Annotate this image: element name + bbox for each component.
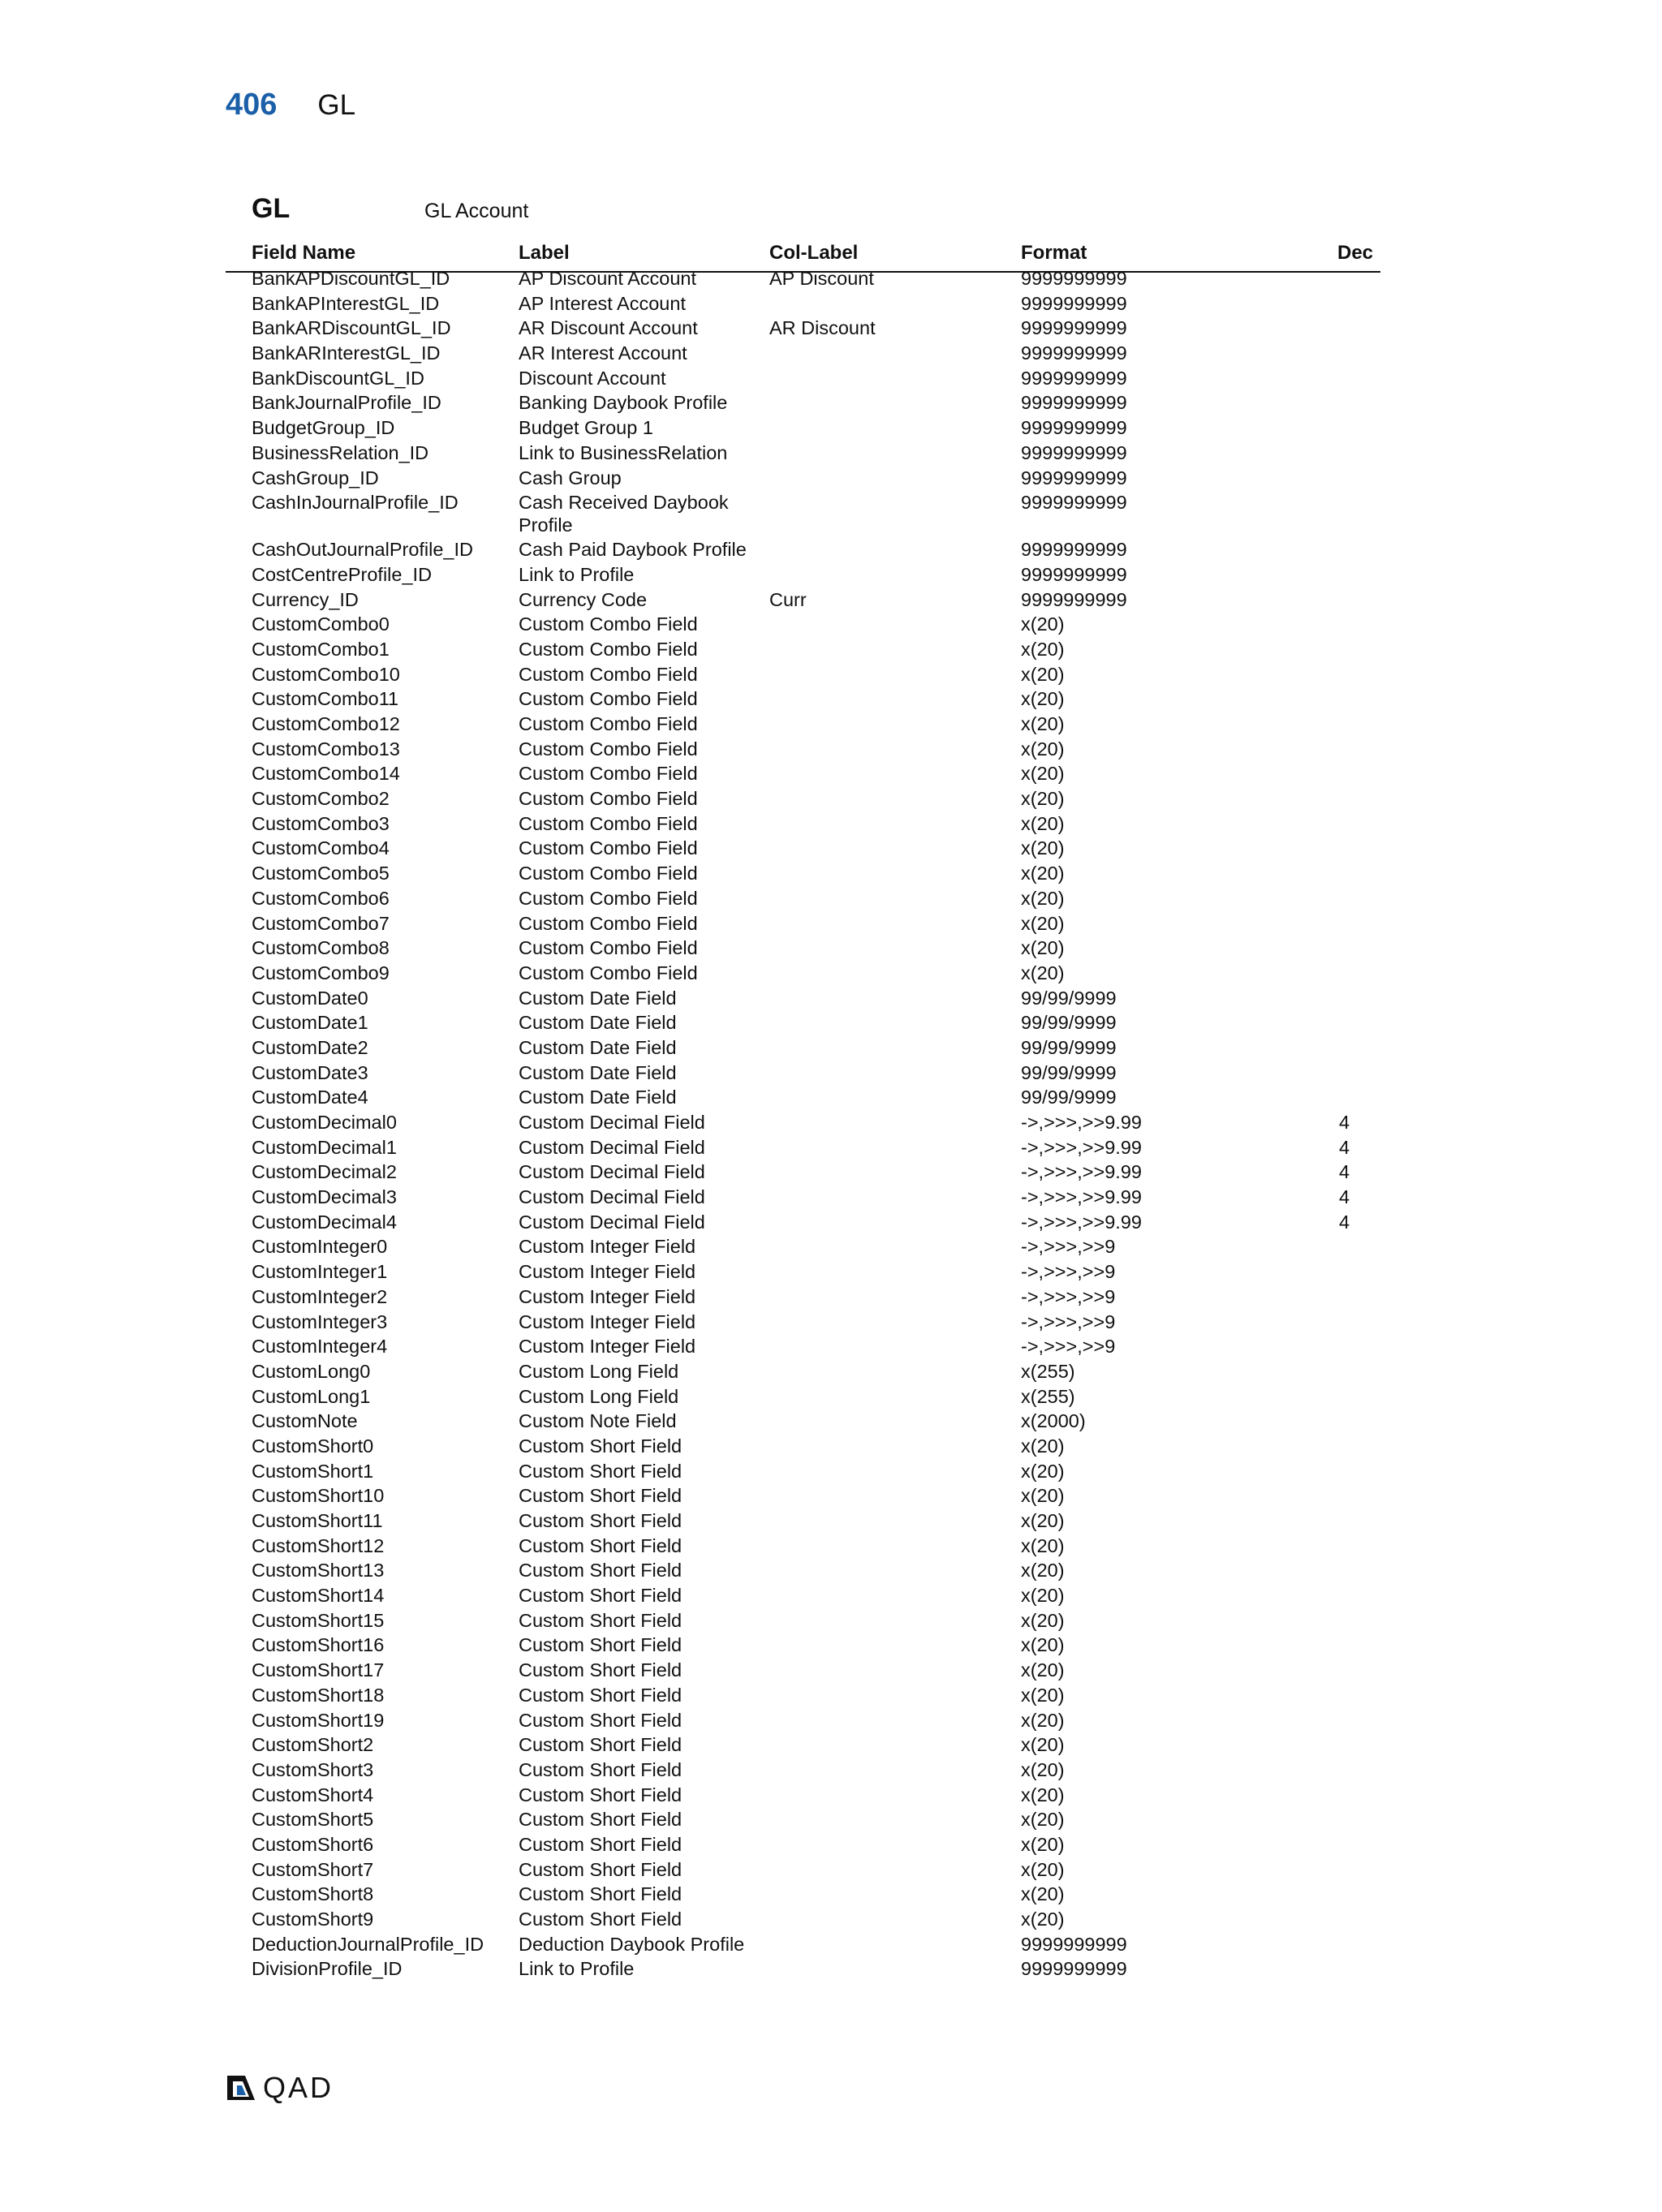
cell-label: Cash Group — [519, 467, 622, 488]
cell-format: 99/99/9999 — [1021, 1087, 1117, 1108]
cell-format: x(20) — [1021, 1534, 1065, 1556]
table-row — [0, 787, 1662, 812]
cell-label: AP Discount Account — [519, 268, 697, 289]
table-row — [0, 613, 1662, 638]
cell-field-name: CustomDecimal4 — [252, 1211, 397, 1233]
cell-dec: 4 — [1339, 1211, 1350, 1233]
table-row — [0, 1484, 1662, 1509]
cell-label: Custom Combo Field — [519, 788, 698, 810]
cell-label: Discount Account — [519, 367, 666, 389]
cell-format: ->,>>>,>>9 — [1021, 1261, 1116, 1283]
cell-label: Custom Combo Field — [519, 613, 698, 635]
table-row — [0, 687, 1662, 712]
table-row — [0, 1011, 1662, 1036]
cell-label: Custom Short Field — [519, 1609, 682, 1631]
cell-label: Link to Profile — [519, 1958, 635, 1980]
table-row — [0, 1136, 1662, 1161]
cell-format: x(20) — [1021, 863, 1065, 884]
cell-format: x(20) — [1021, 837, 1065, 859]
cell-field-name: CustomCombo12 — [252, 713, 400, 734]
cell-label: Custom Short Field — [519, 1709, 682, 1731]
table-row — [0, 1235, 1662, 1260]
logo-text: QAD — [263, 2071, 334, 2104]
table-row — [0, 1858, 1662, 1883]
table-row — [0, 1435, 1662, 1460]
cell-label: Budget Group 1 — [519, 417, 653, 439]
cell-label: Custom Combo Field — [519, 837, 698, 859]
cell-label: Custom Integer Field — [519, 1236, 696, 1258]
table-row — [0, 1385, 1662, 1410]
table-row — [0, 267, 1662, 292]
cell-label: Custom Short Field — [519, 1435, 682, 1457]
cell-format: 9999999999 — [1021, 1933, 1127, 1955]
cell-label: Currency Code — [519, 588, 648, 610]
cell-col-label: AR Discount — [769, 317, 876, 339]
cell-label: Custom Date Field — [519, 987, 677, 1009]
cell-field-name: CustomCombo7 — [252, 912, 390, 934]
table-row — [0, 1883, 1662, 1908]
table-row — [0, 887, 1662, 912]
cell-field-name: CustomInteger2 — [252, 1285, 388, 1307]
cell-format: ->,>>>,>>9 — [1021, 1310, 1116, 1332]
table-row — [0, 1733, 1662, 1758]
cell-format: x(20) — [1021, 763, 1065, 785]
cell-label: Custom Short Field — [519, 1784, 682, 1805]
cell-format: x(20) — [1021, 1758, 1065, 1780]
cell-label: Custom Date Field — [519, 1061, 677, 1083]
cell-label: Custom Date Field — [519, 1087, 677, 1108]
cell-field-name: CustomCombo5 — [252, 863, 390, 884]
table-row — [0, 441, 1662, 467]
cell-label: Custom Long Field — [519, 1360, 679, 1382]
table-row — [0, 1036, 1662, 1061]
cell-label: Custom Combo Field — [519, 863, 698, 884]
cell-field-name: Currency_ID — [252, 588, 359, 610]
cell-format: x(20) — [1021, 788, 1065, 810]
cell-format: x(20) — [1021, 1833, 1065, 1855]
cell-field-name: CustomCombo9 — [252, 962, 390, 983]
table-row — [0, 391, 1662, 416]
cell-label: Custom Short Field — [519, 1809, 682, 1831]
cell-format: ->,>>>,>>9.99 — [1021, 1186, 1142, 1208]
cell-format: x(20) — [1021, 1684, 1065, 1706]
table-row — [0, 1684, 1662, 1709]
cell-field-name: CustomShort7 — [252, 1858, 374, 1880]
table-row — [0, 663, 1662, 688]
cell-format: x(20) — [1021, 1909, 1065, 1930]
cell-format: x(20) — [1021, 1435, 1065, 1457]
cell-field-name: CustomShort6 — [252, 1833, 374, 1855]
cell-label: Link to BusinessRelation — [519, 441, 728, 463]
cell-label: Custom Short Field — [519, 1460, 682, 1482]
cell-field-name: BankARInterestGL_ID — [252, 342, 441, 364]
cell-field-name: CustomShort14 — [252, 1585, 385, 1607]
table-row — [0, 342, 1662, 367]
cell-label: Custom Combo Field — [519, 688, 698, 710]
table-body — [0, 267, 1662, 1982]
cell-field-name: CustomCombo2 — [252, 788, 390, 810]
cell-label: Custom Short Field — [519, 1883, 682, 1905]
header-col-label: Col-Label — [769, 242, 859, 264]
cell-label: Custom Short Field — [519, 1634, 682, 1656]
cell-field-name: BusinessRelation_ID — [252, 441, 429, 463]
cell-label: AR Discount Account — [519, 317, 698, 339]
cell-field-name: CustomShort12 — [252, 1534, 385, 1556]
cell-field-name: BankJournalProfile_ID — [252, 392, 441, 414]
cell-label: Custom Short Field — [519, 1585, 682, 1607]
table-row — [0, 588, 1662, 613]
cell-field-name: CustomCombo13 — [252, 738, 400, 760]
table-row — [0, 1260, 1662, 1285]
cell-label: Custom Combo Field — [519, 763, 698, 785]
cell-label: Custom Short Field — [519, 1534, 682, 1556]
table-row — [0, 1509, 1662, 1534]
table-row — [0, 1310, 1662, 1336]
cell-format: 99/99/9999 — [1021, 1061, 1117, 1083]
header-format: Format — [1021, 242, 1087, 264]
cell-dec: 4 — [1339, 1112, 1350, 1133]
cell-field-name: CashInJournalProfile_ID — [252, 492, 459, 514]
cell-label: Custom Short Field — [519, 1485, 682, 1507]
table-row — [0, 1709, 1662, 1734]
cell-label: Custom Short Field — [519, 1684, 682, 1706]
cell-field-name: CustomDate4 — [252, 1087, 368, 1108]
table-row — [0, 491, 1662, 538]
cell-format: ->,>>>,>>9 — [1021, 1236, 1116, 1258]
cell-format: 9999999999 — [1021, 539, 1127, 561]
cell-label: Custom Short Field — [519, 1833, 682, 1855]
cell-field-name: CustomDate1 — [252, 1012, 368, 1034]
cell-format: x(20) — [1021, 613, 1065, 635]
table-row — [0, 1534, 1662, 1560]
cell-label: Custom Integer Field — [519, 1336, 696, 1358]
table-row — [0, 1908, 1662, 1933]
cell-format: x(20) — [1021, 1609, 1065, 1631]
cell-col-label: AP Discount — [769, 268, 874, 289]
table-row — [0, 1061, 1662, 1087]
table-row — [0, 936, 1662, 962]
cell-field-name: CustomInteger0 — [252, 1236, 388, 1258]
cell-format: 9999999999 — [1021, 317, 1127, 339]
cell-label: Custom Decimal Field — [519, 1136, 705, 1158]
table-title — [252, 193, 528, 225]
cell-format: 9999999999 — [1021, 367, 1127, 389]
cell-format: x(20) — [1021, 1510, 1065, 1531]
qad-logo-icon — [226, 2074, 256, 2102]
cell-field-name: CustomShort5 — [252, 1809, 374, 1831]
table-row — [0, 1335, 1662, 1360]
cell-format: x(20) — [1021, 638, 1065, 660]
cell-format: x(2000) — [1021, 1410, 1086, 1432]
cell-format: x(20) — [1021, 663, 1065, 685]
page-header — [226, 88, 355, 123]
cell-label: Custom Decimal Field — [519, 1211, 705, 1233]
cell-field-name: CustomDate2 — [252, 1036, 368, 1058]
table-row — [0, 1360, 1662, 1385]
cell-format: 9999999999 — [1021, 417, 1127, 439]
table-row — [0, 467, 1662, 492]
cell-label: Custom Short Field — [519, 1734, 682, 1756]
cell-label: Deduction Daybook Profile — [519, 1933, 745, 1955]
table-row — [0, 1111, 1662, 1136]
cell-format: 99/99/9999 — [1021, 1012, 1117, 1034]
cell-format: 9999999999 — [1021, 588, 1127, 610]
cell-format: x(20) — [1021, 1634, 1065, 1656]
cell-field-name: CustomCombo8 — [252, 937, 390, 959]
cell-format: ->,>>>,>>9.99 — [1021, 1136, 1142, 1158]
cell-field-name: CostCentreProfile_ID — [252, 563, 433, 585]
cell-label: Custom Decimal Field — [519, 1161, 705, 1183]
cell-format: x(20) — [1021, 937, 1065, 959]
table-name: GL — [252, 193, 291, 224]
cell-format: x(20) — [1021, 1659, 1065, 1681]
cell-field-name: CustomShort4 — [252, 1784, 374, 1805]
page-section-title: GL — [317, 89, 356, 121]
cell-field-name: CustomShort13 — [252, 1560, 385, 1582]
cell-label: Custom Short Field — [519, 1560, 682, 1582]
cell-format: x(20) — [1021, 1858, 1065, 1880]
cell-field-name: CustomDecimal1 — [252, 1136, 397, 1158]
cell-field-name: CustomShort2 — [252, 1734, 374, 1756]
cell-format: x(20) — [1021, 1485, 1065, 1507]
cell-format: ->,>>>,>>9 — [1021, 1336, 1116, 1358]
cell-format: x(20) — [1021, 1734, 1065, 1756]
cell-field-name: CustomCombo6 — [252, 887, 390, 909]
cell-format: x(20) — [1021, 1809, 1065, 1831]
table-row — [0, 316, 1662, 342]
table-row — [0, 1559, 1662, 1584]
cell-field-name: CustomDecimal3 — [252, 1186, 397, 1208]
cell-label: Custom Combo Field — [519, 713, 698, 734]
table-row — [0, 1758, 1662, 1784]
cell-format: 9999999999 — [1021, 441, 1127, 463]
cell-label: Custom Decimal Field — [519, 1112, 705, 1133]
cell-label: Custom Combo Field — [519, 638, 698, 660]
cell-label: Custom Combo Field — [519, 812, 698, 834]
table-row — [0, 538, 1662, 563]
header-label: Label — [519, 242, 570, 264]
cell-label: Custom Short Field — [519, 1758, 682, 1780]
cell-format: x(20) — [1021, 1883, 1065, 1905]
cell-field-name: CustomDecimal2 — [252, 1161, 397, 1183]
cell-label: Custom Integer Field — [519, 1285, 696, 1307]
cell-field-name: CustomDate3 — [252, 1061, 368, 1083]
cell-field-name: CustomShort3 — [252, 1758, 374, 1780]
cell-format: x(20) — [1021, 688, 1065, 710]
cell-field-name: CustomNote — [252, 1410, 358, 1432]
table-row — [0, 1833, 1662, 1858]
cell-format: ->,>>>,>>9.99 — [1021, 1112, 1142, 1133]
cell-format: 9999999999 — [1021, 492, 1127, 514]
cell-field-name: CustomLong1 — [252, 1385, 371, 1407]
table-row — [0, 1584, 1662, 1609]
cell-field-name: CustomShort0 — [252, 1435, 374, 1457]
table-row — [0, 1609, 1662, 1634]
cell-format: 9999999999 — [1021, 563, 1127, 585]
cell-field-name: CustomDate0 — [252, 987, 368, 1009]
cell-label: Custom Combo Field — [519, 663, 698, 685]
cell-field-name: CustomCombo4 — [252, 837, 390, 859]
cell-label: Custom Short Field — [519, 1510, 682, 1531]
table-row — [0, 638, 1662, 663]
cell-field-name: CustomInteger3 — [252, 1310, 388, 1332]
cell-format: x(20) — [1021, 738, 1065, 760]
cell-field-name: CustomCombo1 — [252, 638, 390, 660]
cell-label: Custom Combo Field — [519, 912, 698, 934]
cell-field-name: CustomCombo14 — [252, 763, 400, 785]
table-row — [0, 1186, 1662, 1211]
cell-field-name: DivisionProfile_ID — [252, 1958, 403, 1980]
cell-label: Custom Short Field — [519, 1659, 682, 1681]
table-row — [0, 912, 1662, 937]
cell-label: Link to Profile — [519, 563, 635, 585]
cell-col-label: Curr — [769, 588, 807, 610]
cell-label: Custom Short Field — [519, 1909, 682, 1930]
table-row — [0, 1933, 1662, 1958]
cell-format: x(20) — [1021, 1460, 1065, 1482]
cell-label: Banking Daybook Profile — [519, 392, 728, 414]
cell-label: Custom Decimal Field — [519, 1186, 705, 1208]
cell-label: Custom Combo Field — [519, 962, 698, 983]
cell-field-name: CustomShort11 — [252, 1510, 383, 1531]
cell-format: x(20) — [1021, 962, 1065, 983]
table-row — [0, 862, 1662, 887]
cell-label: Cash Paid Daybook Profile — [519, 539, 747, 561]
header-field-name: Field Name — [252, 242, 356, 264]
table-row — [0, 1957, 1662, 1982]
table-row — [0, 1784, 1662, 1809]
cell-field-name: CustomShort16 — [252, 1634, 385, 1656]
cell-field-name: CustomShort1 — [252, 1460, 374, 1482]
cell-field-name: CustomInteger1 — [252, 1261, 388, 1283]
cell-field-name: CustomShort19 — [252, 1709, 385, 1731]
cell-format: ->,>>>,>>9.99 — [1021, 1161, 1142, 1183]
table-row — [0, 563, 1662, 588]
page-number: 406 — [226, 88, 278, 122]
cell-field-name: BankAPDiscountGL_ID — [252, 268, 450, 289]
cell-label: Custom Integer Field — [519, 1261, 696, 1283]
cell-label: Custom Short Field — [519, 1858, 682, 1880]
table-row — [0, 712, 1662, 738]
table-row — [0, 1285, 1662, 1310]
cell-format: x(20) — [1021, 1560, 1065, 1582]
header-dec: Dec — [1337, 242, 1374, 264]
cell-field-name: CustomCombo0 — [252, 613, 390, 635]
cell-field-name: CustomShort10 — [252, 1485, 385, 1507]
cell-label: Custom Date Field — [519, 1012, 677, 1034]
cell-format: 9999999999 — [1021, 392, 1127, 414]
table-row — [0, 1211, 1662, 1236]
cell-label: Custom Integer Field — [519, 1310, 696, 1332]
cell-format: x(20) — [1021, 812, 1065, 834]
cell-field-name: CustomDecimal0 — [252, 1112, 397, 1133]
table-row — [0, 416, 1662, 441]
table-row — [0, 367, 1662, 392]
cell-field-name: BudgetGroup_ID — [252, 417, 395, 439]
cell-label: Custom Long Field — [519, 1385, 679, 1407]
cell-format: ->,>>>,>>9 — [1021, 1285, 1116, 1307]
footer-logo — [226, 2071, 334, 2105]
cell-format: x(20) — [1021, 1585, 1065, 1607]
cell-label: AR Interest Account — [519, 342, 687, 364]
cell-field-name: CashOutJournalProfile_ID — [252, 539, 473, 561]
cell-field-name: CustomCombo3 — [252, 812, 390, 834]
cell-label: Custom Combo Field — [519, 937, 698, 959]
cell-field-name: BankAPInterestGL_ID — [252, 292, 440, 314]
cell-label: AP Interest Account — [519, 292, 686, 314]
cell-field-name: CustomCombo11 — [252, 688, 399, 710]
cell-field-name: CustomCombo10 — [252, 663, 400, 685]
cell-format: 9999999999 — [1021, 268, 1127, 289]
cell-field-name: BankDiscountGL_ID — [252, 367, 424, 389]
cell-format: 99/99/9999 — [1021, 1036, 1117, 1058]
cell-label: Custom Note Field — [519, 1410, 677, 1432]
cell-format: 9999999999 — [1021, 1958, 1127, 1980]
cell-field-name: CustomShort18 — [252, 1684, 385, 1706]
cell-label: Custom Date Field — [519, 1036, 677, 1058]
table-row — [0, 1409, 1662, 1435]
table-row — [0, 762, 1662, 787]
cell-format: x(20) — [1021, 887, 1065, 909]
cell-field-name: BankARDiscountGL_ID — [252, 317, 451, 339]
cell-field-name: CustomShort8 — [252, 1883, 374, 1905]
cell-format: 9999999999 — [1021, 292, 1127, 314]
table-description: GL Account — [424, 200, 529, 222]
cell-field-name: CustomShort17 — [252, 1659, 385, 1681]
cell-field-name: CustomInteger4 — [252, 1336, 388, 1358]
cell-format: x(255) — [1021, 1385, 1075, 1407]
table-row — [0, 987, 1662, 1012]
cell-dec: 4 — [1339, 1186, 1350, 1208]
cell-label: Custom Combo Field — [519, 738, 698, 760]
cell-dec: 4 — [1339, 1161, 1350, 1183]
cell-format: x(20) — [1021, 1709, 1065, 1731]
cell-label: Custom Combo Field — [519, 887, 698, 909]
cell-field-name: CashGroup_ID — [252, 467, 379, 488]
table-row — [0, 292, 1662, 317]
table-row — [0, 738, 1662, 763]
table-row — [0, 1659, 1662, 1684]
table-row — [0, 962, 1662, 987]
cell-field-name: CustomShort15 — [252, 1609, 385, 1631]
table-row — [0, 812, 1662, 837]
table-row — [0, 1086, 1662, 1111]
cell-format: x(20) — [1021, 713, 1065, 734]
table-row — [0, 1633, 1662, 1659]
cell-format: x(255) — [1021, 1360, 1075, 1382]
cell-field-name: CustomLong0 — [252, 1360, 371, 1382]
cell-format: x(20) — [1021, 912, 1065, 934]
table-row — [0, 1160, 1662, 1186]
cell-label: Cash Received Daybook Profile — [519, 492, 729, 536]
cell-field-name: CustomShort9 — [252, 1909, 374, 1930]
table-row — [0, 1808, 1662, 1833]
table-row — [0, 837, 1662, 862]
cell-format: ->,>>>,>>9.99 — [1021, 1211, 1142, 1233]
cell-format: x(20) — [1021, 1784, 1065, 1805]
cell-format: 9999999999 — [1021, 467, 1127, 488]
cell-format: 99/99/9999 — [1021, 987, 1117, 1009]
cell-format: 9999999999 — [1021, 342, 1127, 364]
cell-field-name: DeductionJournalProfile_ID — [252, 1933, 484, 1955]
table-row — [0, 1460, 1662, 1485]
cell-dec: 4 — [1339, 1136, 1350, 1158]
